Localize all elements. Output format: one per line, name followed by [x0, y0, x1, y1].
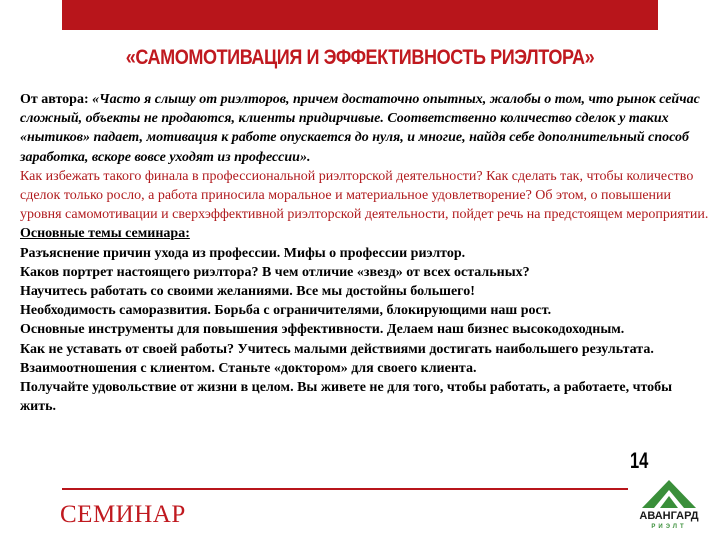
top-red-bar [62, 0, 658, 30]
seminar-label: СЕМИНАР [60, 501, 186, 528]
author-label: От автора: [20, 92, 93, 107]
topics-list [20, 244, 710, 417]
page-number: 14 [630, 448, 649, 473]
topic-item: Необходимость саморазвития. Борьба с ограничителями, блокирующими наш рост. [20, 303, 552, 319]
intro-paragraph: Как избежать такого финала в профессиональной риэлторской деятельности? Как сделать так, чтобы количество сделок только росло, а работа приносила моральное и материальное удовлетворение? Об этом, о повышении уровня самомотивации и сверхэффективной риэлторской деятельности, пойдет речь на предстоящем мероприятии. [20, 168, 709, 223]
slide-title: «САМОМОТИВАЦИЯ И ЭФФЕКТИВНОСТЬ РИЭЛТОРА» [125, 46, 595, 69]
topic-item: Разъяснение причин ухода из профессии. Мифы о профессии риэлтор. [20, 245, 466, 261]
topic-item: Взаимоотношения с клиентом. Станьте «доктором» для своего клиента. [20, 360, 477, 376]
topics-header: Основные темы семинара: [20, 226, 190, 242]
house-roof-icon [624, 478, 714, 512]
logo-name: АВАНГАРД [639, 510, 699, 522]
topic-item: Каков портрет настоящего риэлтора? В чем отличие «звезд» от всех остальных? [20, 264, 530, 280]
avangard-logo [624, 478, 714, 538]
topic-item: Как не уставать от своей работы? Учитесь малыми действиями достигать наибольшего результата. [20, 341, 654, 357]
author-paragraph [20, 90, 710, 167]
topic-item: Основные инструменты для повышения эффективности. Делаем наш бизнес высокодоходным. [20, 322, 625, 338]
topic-item: Получайте удовольствие от жизни в целом. Вы живете не для того, чтобы работать, а работаете, чтобы жить. [20, 380, 673, 415]
topic-item: Научитесь работать со своими желаниями. Все мы достойны большего! [20, 284, 475, 300]
author-quote: «Часто я слышу от риэлторов, причем достаточно опытных, жалобы о том, что рынок сейчас сложный, объекты не продаются, клиенты придирчивые. Соответственно количество сделок у таких «нытиков» падает, мотивация к работе опускается до нуля, и многие, найдя себе дополнительный способ заработка, вскоре вовсе уходят из профессии». [20, 92, 700, 165]
logo-subtitle: РИЭЛТ [651, 524, 687, 530]
bottom-divider [62, 488, 628, 490]
slide-body [20, 90, 710, 416]
